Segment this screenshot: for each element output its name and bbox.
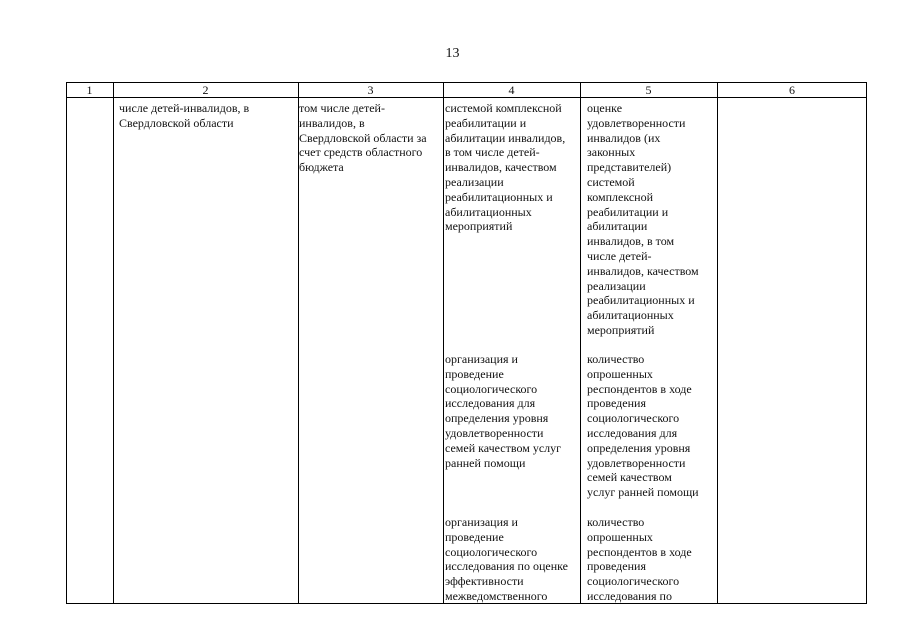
cell-col3: том числе детей- инвалидов, в Свердловской области за счет средств областного бюджета <box>299 101 427 175</box>
header-cell-4: 4 <box>508 83 515 97</box>
header-cell-2: 2 <box>202 83 209 97</box>
column-divider <box>443 82 444 604</box>
header-cell-3: 3 <box>367 83 374 97</box>
header-divider <box>66 97 867 98</box>
cell-col5-block1: оценке удовлетворенности инвалидов (их законных представителей) системой комплексной реабилитации и абилитации инвалидов, в том числе детей- инвалидов, качеством реализации реабилитационных и абилитационных мероприятий <box>587 101 699 337</box>
cell-col5-block3: количество опрошенных респондентов в ходе проведения социологического исследования по <box>587 515 692 603</box>
page-number: 13 <box>445 46 460 61</box>
cell-col4-block2: организация и проведение социологического исследования для определения уровня удовлетворенности семей качеством услуг ранней помощи <box>445 352 562 470</box>
cell-col4-block3: организация и проведение социологического исследования по оценке эффективности межведомственного <box>445 515 568 603</box>
column-divider <box>113 82 114 604</box>
cell-col5-block2: количество опрошенных респондентов в ходе проведения социологического исследования для определения уровня удовлетворенности семей качеством услуг ранней помощи <box>587 352 699 500</box>
header-cell-5: 5 <box>645 83 652 97</box>
header-cell-1: 1 <box>86 83 93 97</box>
cell-col2: числе детей-инвалидов, в Свердловской области <box>119 101 250 130</box>
column-divider <box>580 82 581 604</box>
column-divider <box>717 82 718 604</box>
cell-col4-block1: системой комплексной реабилитации и абилитации инвалидов, в том числе детей- инвалидов, качеством реализации реабилитационных и абилитационных мероприятий <box>445 101 566 234</box>
header-cell-6: 6 <box>789 83 795 97</box>
